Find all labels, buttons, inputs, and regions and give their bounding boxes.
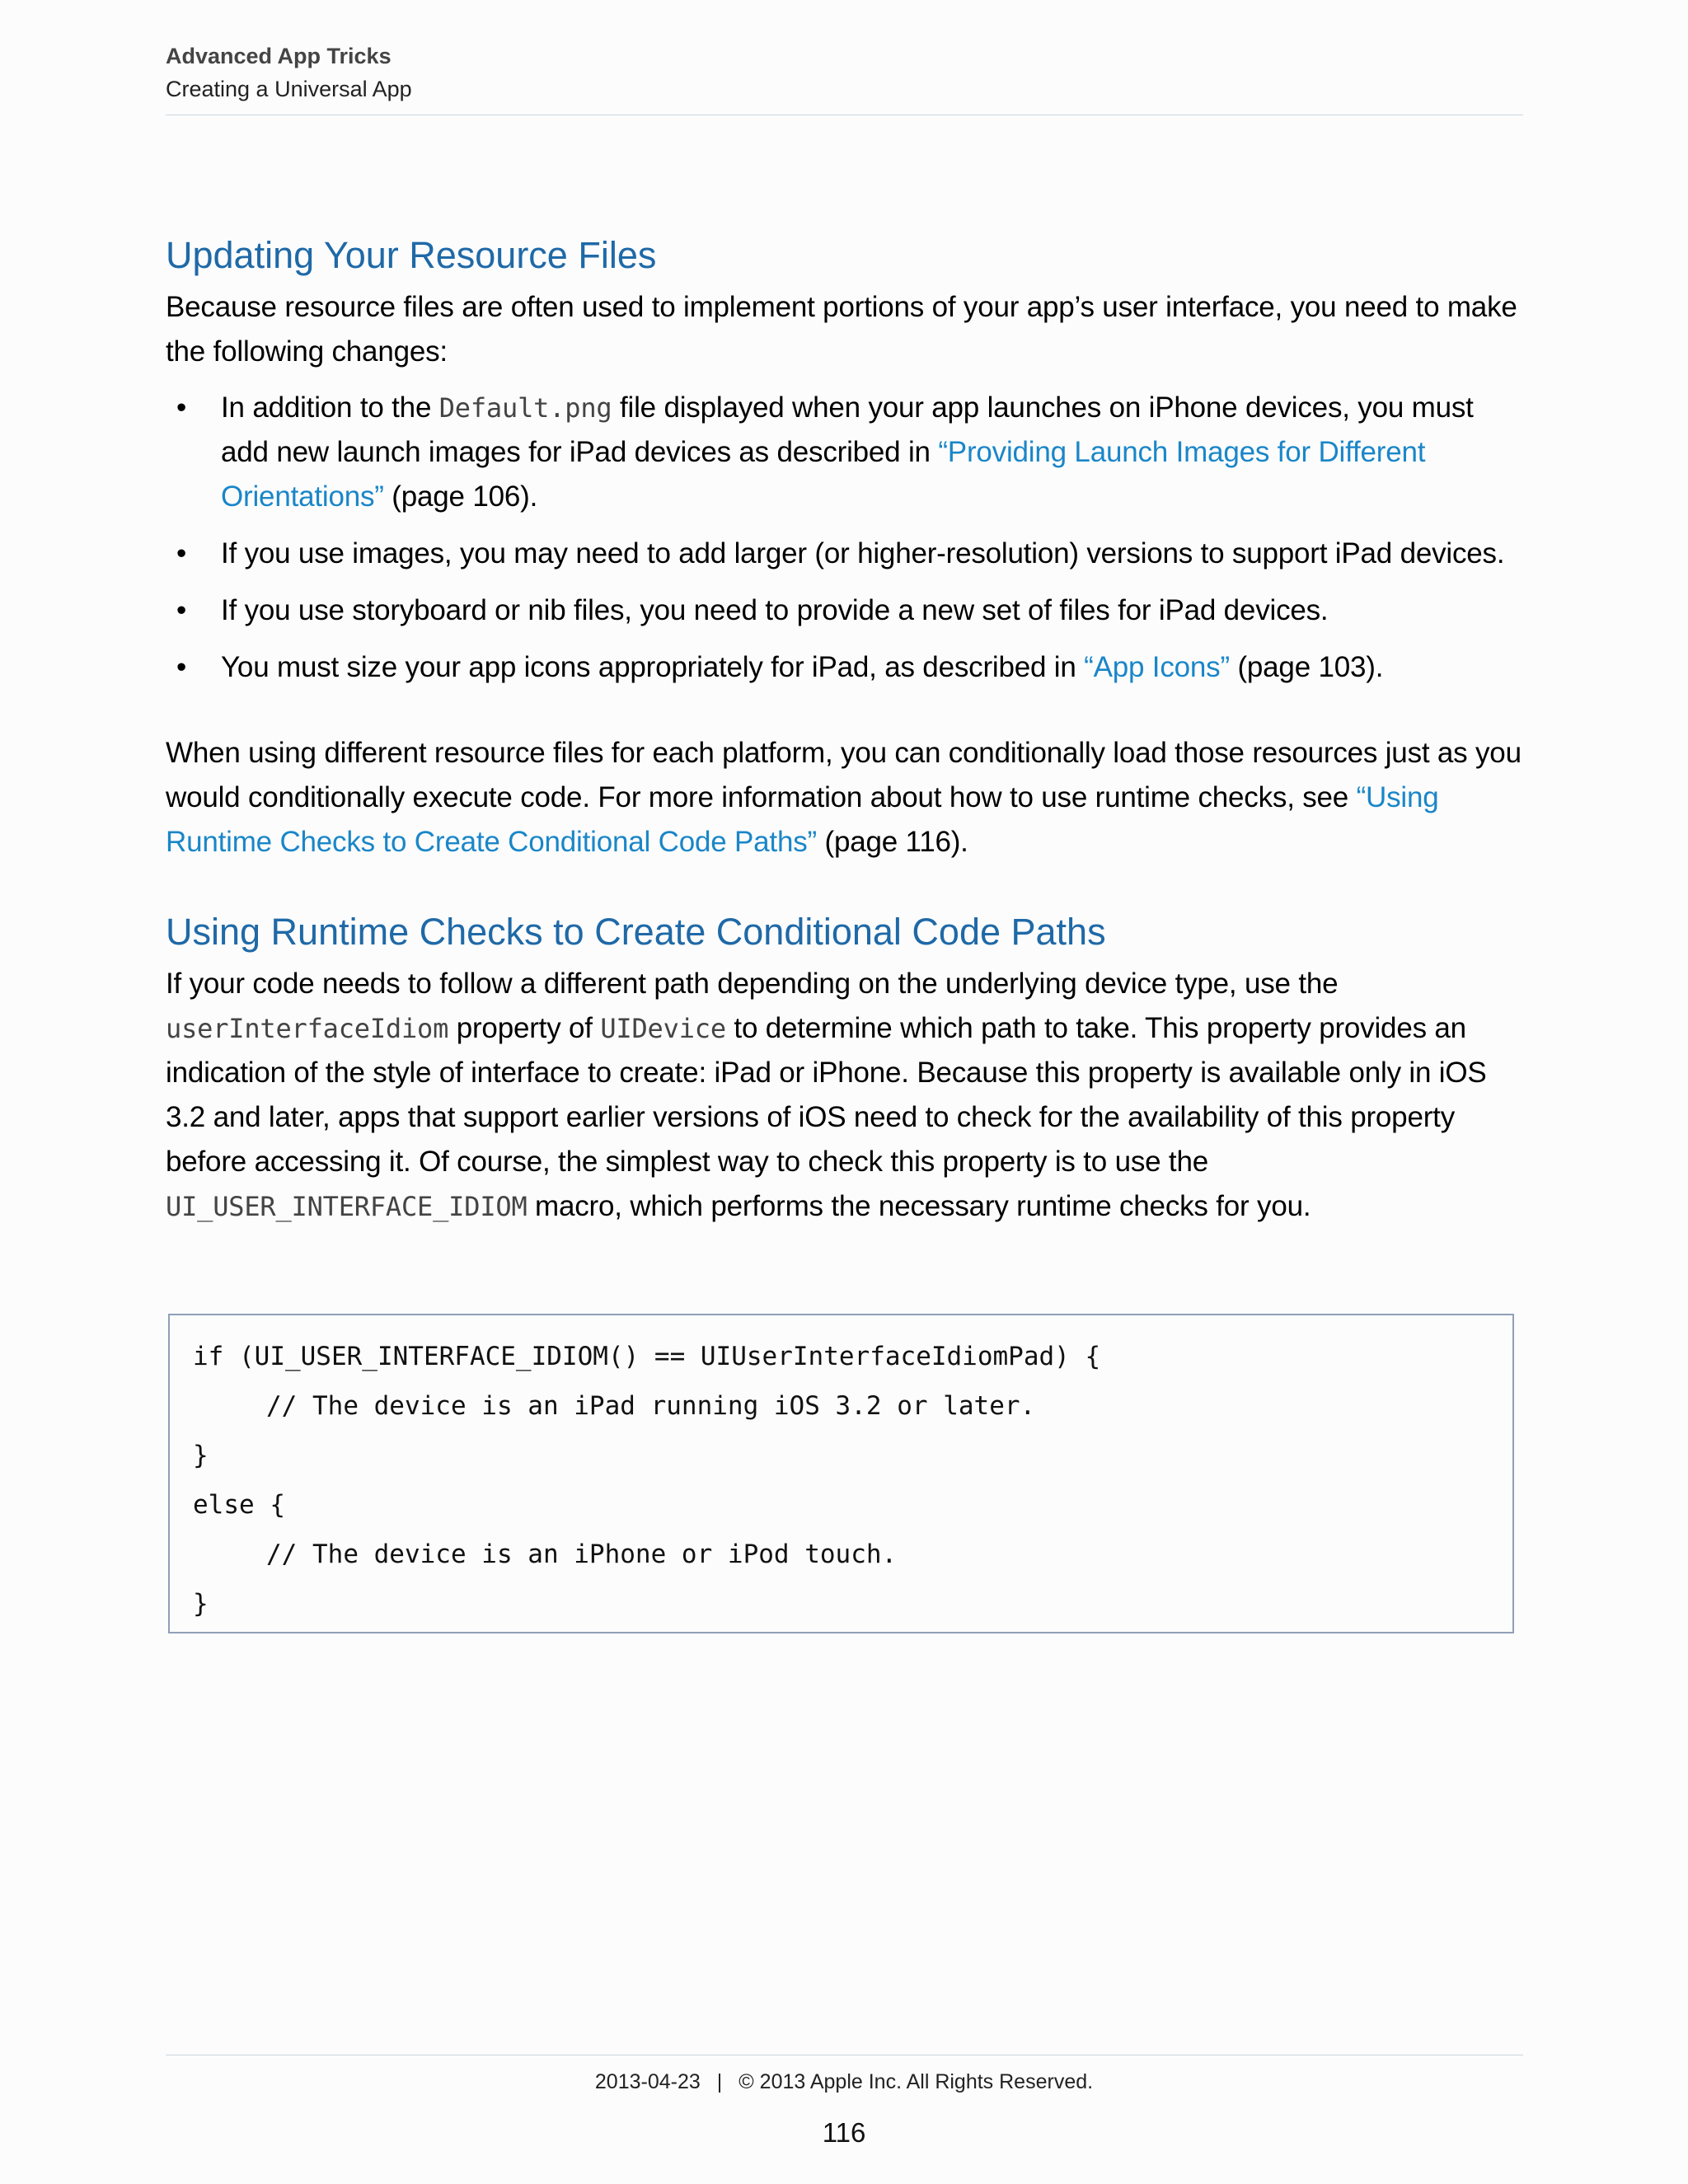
page-number: 116 [822, 2117, 866, 2148]
heading-updating-resource-files: Updating Your Resource Files [166, 234, 657, 276]
list-item: • You must size your app icons appropriately for iPad, as described in “App Icons” (page 103). [166, 645, 1523, 690]
page-footer [0, 2068, 1688, 2096]
code-line: } [193, 1589, 209, 1619]
list-item: • If you use storyboard or nib files, you need to provide a new set of files for iPad devices. [166, 588, 1523, 633]
bullet-icon: • [176, 594, 187, 626]
main-content [166, 229, 1523, 1229]
link-providing-launch-images[interactable]: “Providing Launch Images for Different Orientations” [221, 436, 1426, 513]
code-line: // The device is an iPad running iOS 3.2 or later. [266, 1391, 1036, 1421]
chapter-title: Advanced App Tricks [166, 44, 392, 68]
resource-files-intro: Because resource files are often used to implement portions of your app’s user interface, you need to make the following changes: [166, 291, 1517, 368]
inline-code: userInterfaceIdiom [166, 1013, 449, 1044]
bullet-icon: • [176, 651, 187, 683]
code-line: if (UI_USER_INTERFACE_IDIOM() == UIUserInterfaceIdiomPad) { [193, 1342, 1101, 1371]
page-header [166, 40, 1523, 105]
code-line: } [193, 1441, 209, 1470]
footer-copyright: © 2013 Apple Inc. All Rights Reserved. [738, 2070, 1094, 2093]
link-using-runtime-checks[interactable]: “Using Runtime Checks to Create Conditional Code Paths” [166, 781, 1439, 858]
section-title: Creating a Universal App [166, 77, 412, 101]
list-item: • In addition to the Default.png file displayed when your app launches on iPhone devices, you must add new launch images for iPad devices as described in “Providing Launch Images for Different Orientations” (page 106). [166, 386, 1523, 519]
inline-code: UI_USER_INTERFACE_IDIOM [166, 1191, 528, 1222]
link-app-icons[interactable]: “App Icons” [1084, 651, 1230, 683]
bullet-icon: • [176, 537, 187, 569]
footer-separator: | [716, 2070, 723, 2093]
inline-code: Default.png [438, 392, 612, 424]
heading-runtime-checks: Using Runtime Checks to Create Conditional Code Paths [166, 911, 1106, 953]
inline-code: UIDevice [600, 1013, 726, 1044]
footer-date: 2013-04-23 [594, 2070, 701, 2093]
resource-files-outro: When using different resource files for each platform, you can conditionally load those resources just as you would conditionally execute code. For more information about how to use runtime checks, see “Using Runtime Checks to Create Conditional Code Paths” (page 116). [166, 737, 1522, 858]
runtime-checks-paragraph: If your code needs to follow a different path depending on the underlying device type, use the userInterfaceIdiom property of UIDevice to determine which path to take. This property provides an indication of the style of interface to create: iPad or iPhone. Because this property is available only in iOS 3.2 and later, apps that support earlier versions of iOS need to check for the availability of this property before accessing it. Of course, the simplest way to check this property is to use the UI_USER_INTERFACE_IDIOM macro, which performs the necessary runtime checks for you. [166, 968, 1487, 1222]
code-line: else { [193, 1490, 285, 1520]
list-item: • If you use images, you may need to add larger (or higher-resolution) versions to support iPad devices. [166, 532, 1523, 576]
bullet-icon: • [176, 391, 187, 424]
code-listing [168, 1314, 1514, 1633]
resource-changes-list [166, 386, 1523, 690]
code-line: // The device is an iPhone or iPod touch. [266, 1540, 898, 1569]
